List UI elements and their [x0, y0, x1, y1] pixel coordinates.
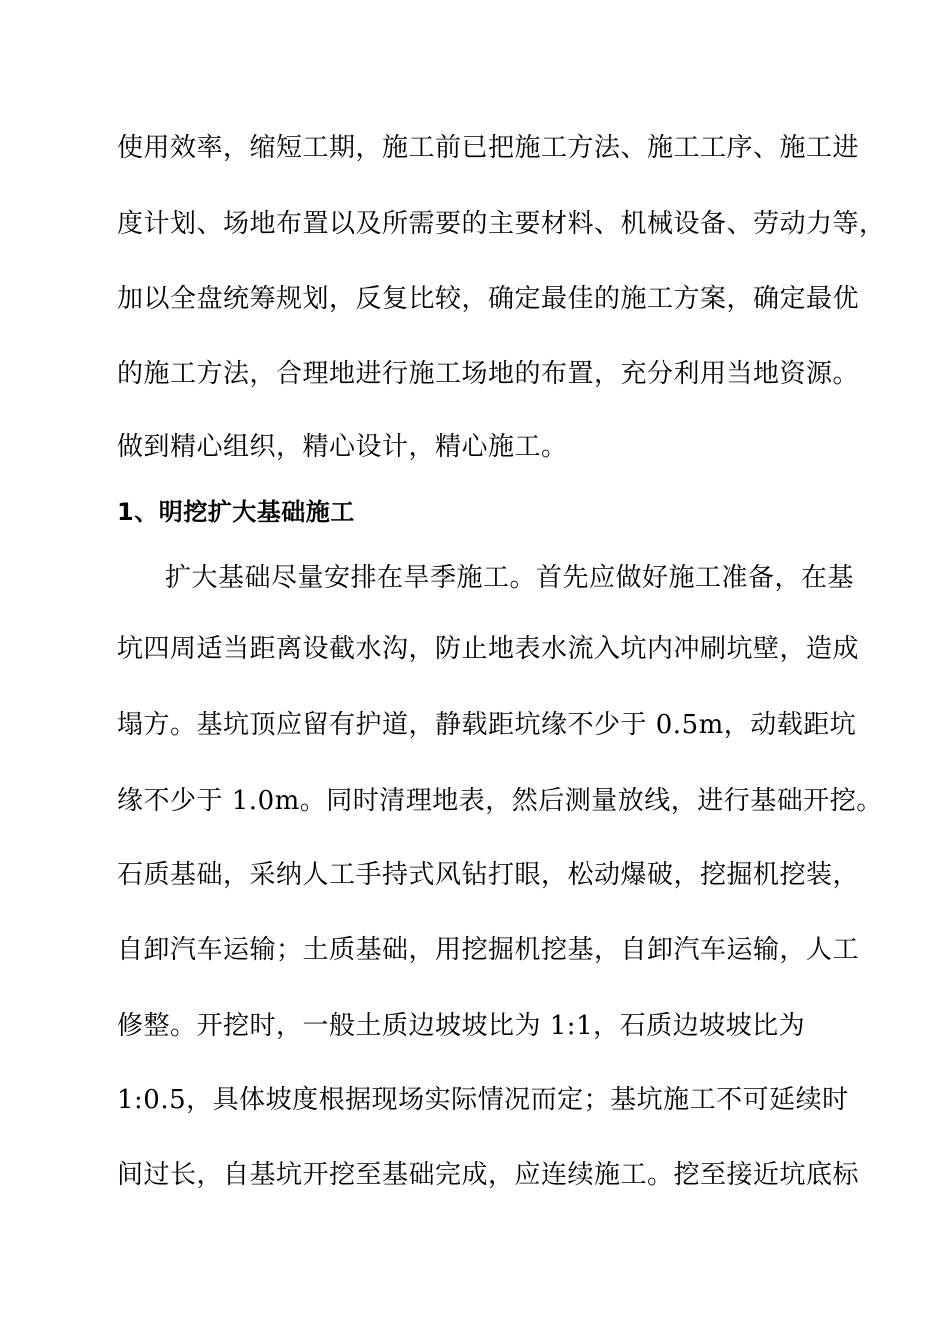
paragraph-line: 坑四周适当距离设截水沟，防止地表水流入坑内冲刷坑壁，造成: [117, 634, 860, 664]
paragraph-line: 缘不少于 1.0m。同时清理地表，然后测量放线，进行基础开挖。: [117, 786, 883, 816]
paragraph-line: 塌方。基坑顶应留有护道，静载距坑缘不少于 0.5m，动载距坑: [117, 710, 857, 740]
paragraph-line: 石质基础，采纳人工手持式风钻打眼，松动爆破，挖掘机挖装，: [117, 860, 860, 890]
paragraph-line: 间过长，自基坑开挖至基础完成，应连续施工。挖至接近坑底标: [117, 1160, 860, 1190]
paragraph-line: 度计划、场地布置以及所需要的主要材料、机械设备、劳动力等，: [117, 209, 886, 239]
paragraph-line: 使用效率，缩短工期，施工前已把施工方法、施工工序、施工进: [117, 133, 860, 163]
paragraph-line: 修整。开挖时，一般土质边坡坡比为 1:1，石质边坡坡比为: [117, 1011, 806, 1041]
paragraph-line: 扩大基础尽量安排在旱季施工。首先应做好施工准备，在基: [165, 563, 855, 593]
paragraph-line: 1:0.5，具体坡度根据现场实际情况而定；基坑施工不可延续时: [117, 1085, 849, 1115]
section-heading: 1、明挖扩大基础施工: [117, 498, 355, 526]
paragraph-line: 加以全盘统筹规划，反复比较，确定最佳的施工方案，确定最优: [117, 284, 860, 314]
paragraph-line: 做到精心组织，精心设计，精心施工。: [117, 432, 568, 462]
paragraph-line: 的施工方法，合理地进行施工场地的布置，充分利用当地资源。: [117, 359, 860, 389]
paragraph-line: 自卸汽车运输；土质基础，用挖掘机挖基，自卸汽车运输，人工: [117, 935, 860, 965]
